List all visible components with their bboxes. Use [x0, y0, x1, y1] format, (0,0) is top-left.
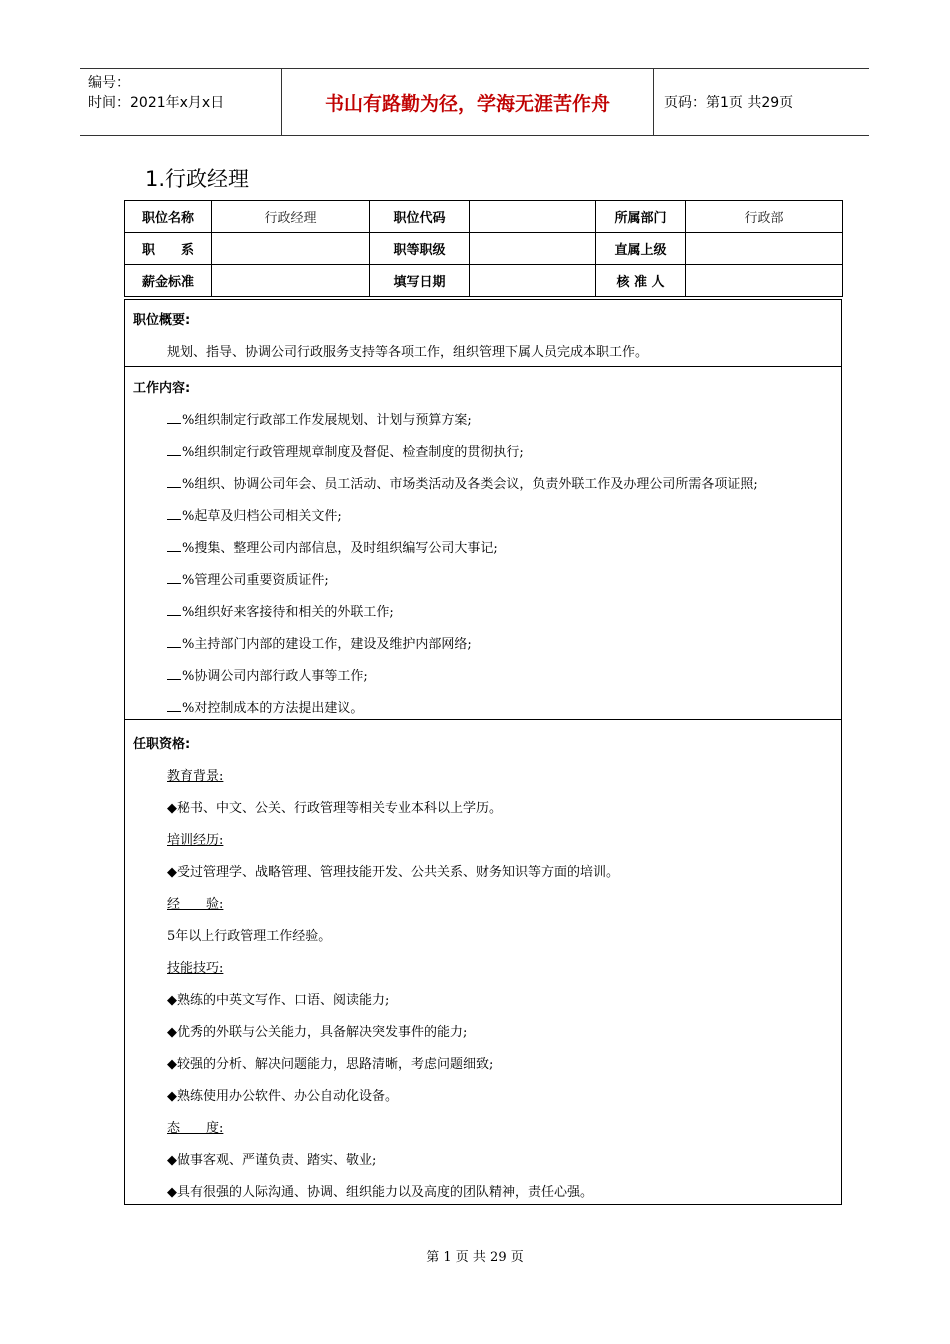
cell-value [686, 265, 843, 297]
page-header [80, 68, 869, 136]
duty-item: %搜集、整理公司内部信息，及时组织编写公司大事记; [167, 537, 498, 556]
attitude-label: 态 度: [167, 1121, 224, 1136]
attitude-item: ◆做事客观、严谨负责、踏实、敬业; [167, 1153, 377, 1168]
cell-label: 职 系 [125, 233, 212, 265]
duty-item: %对控制成本的方法提出建议。 [167, 697, 363, 716]
page-title: 1.行政经理 [145, 167, 250, 191]
cell-label: 职等职级 [370, 233, 470, 265]
job-info-table [124, 200, 843, 297]
qualifications-heading: 任职资格: [133, 737, 191, 752]
skill-item: ◆优秀的外联与公关能力，具备解决突发事件的能力; [167, 1025, 468, 1040]
cell-value [686, 233, 843, 265]
duty-item: %主持部门内部的建设工作，建设及维护内部网络; [167, 633, 472, 652]
duty-item: %起草及归档公司相关文件; [167, 505, 342, 524]
duties-heading: 工作内容: [133, 381, 191, 396]
duties-section [124, 366, 842, 720]
cell-value [470, 201, 596, 233]
duty-item: %组织、协调公司年会、员工活动、市场类活动及各类会议，负责外联工作及办理公司所需各项证照; [167, 473, 758, 492]
table-row [125, 233, 843, 265]
education-label: 教育背景: [167, 769, 224, 784]
cell-label: 职位代码 [370, 201, 470, 233]
skills-label: 技能技巧: [167, 961, 224, 976]
experience-label: 经 验: [167, 897, 224, 912]
header-meta [80, 69, 282, 135]
cell-value [212, 233, 370, 265]
header-motto: 书山有路勤为径，学海无涯苦作舟 [282, 69, 654, 135]
cell-label: 直属上级 [596, 233, 686, 265]
skill-item: ◆较强的分析、解决问题能力，思路清晰，考虑问题细致; [167, 1057, 494, 1072]
duty-item: %管理公司重要资质证件; [167, 569, 329, 588]
number-label: 编号： [88, 75, 130, 91]
cell-value [470, 233, 596, 265]
cell-label: 职位名称 [125, 201, 212, 233]
cell-value: 行政经理 [212, 201, 370, 233]
duty-item: %组织制定行政部工作发展规划、计划与预算方案; [167, 409, 472, 428]
overview-heading: 职位概要: [133, 313, 191, 328]
overview-text: 规划、指导、协调公司行政服务支持等各项工作，组织管理下属人员完成本职工作。 [167, 345, 649, 360]
cell-label: 填写日期 [370, 265, 470, 297]
cell-label: 所属部门 [596, 201, 686, 233]
duty-item: %组织制定行政管理规章制度及督促、检查制度的贯彻执行; [167, 441, 524, 460]
cell-label: 薪金标准 [125, 265, 212, 297]
attitude-item: ◆具有很强的人际沟通、协调、组织能力以及高度的团队精神，责任心强。 [167, 1185, 593, 1200]
training-label: 培训经历: [167, 833, 224, 848]
cell-value: 行政部 [686, 201, 843, 233]
duty-item: %协调公司内部行政人事等工作; [167, 665, 368, 684]
page-footer: 第 1 页 共 29 页 [426, 1250, 524, 1265]
table-row [125, 265, 843, 297]
date-label: 时间：2021年x月x日 [88, 95, 225, 111]
table-row [125, 201, 843, 233]
training-text: ◆受过管理学、战略管理、管理技能开发、公共关系、财务知识等方面的培训。 [167, 865, 619, 880]
skill-item: ◆熟练的中英文写作、口语、阅读能力; [167, 993, 390, 1008]
skill-item: ◆熟练使用办公软件、办公自动化设备。 [167, 1089, 398, 1104]
qualifications-section [124, 719, 842, 1205]
overview-section [124, 299, 842, 367]
duty-item: %组织好来客接待和相关的外联工作; [167, 601, 394, 620]
cell-value [470, 265, 596, 297]
experience-text: 5年以上行政管理工作经验。 [167, 929, 332, 944]
cell-value [212, 265, 370, 297]
header-page-label: 页码：第1页 共29页 [664, 95, 794, 111]
cell-label: 核 准 人 [596, 265, 686, 297]
education-text: ◆秘书、中文、公关、行政管理等相关专业本科以上学历。 [167, 801, 502, 816]
